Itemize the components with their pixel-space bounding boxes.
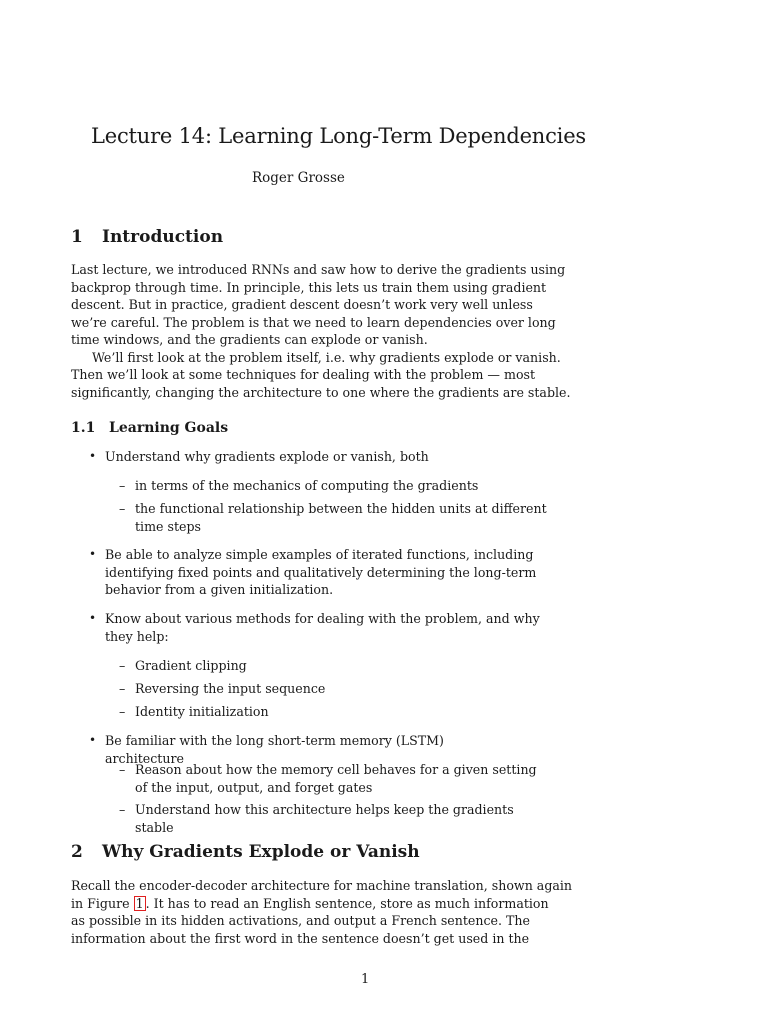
bullet-text: Understand why gradients explode or vanish, both [105, 449, 429, 464]
subbullet-text: Identity initialization [135, 704, 269, 719]
text-line [71, 895, 549, 913]
dash-icon: – [119, 681, 126, 696]
text-line: information about the first word in the sentence doesn’t get used in the [71, 930, 530, 946]
subsection-number: 1.1 [71, 420, 96, 436]
text-line: we’re careful. The problem is that we need to learn dependencies over long [71, 314, 556, 330]
subsection-heading-learning-goals [71, 420, 228, 436]
subbullet-text: of the input, output, and forget gates [135, 779, 373, 795]
goal-subbullet [119, 477, 520, 495]
section-title: Introduction [102, 227, 224, 247]
subbullet-text: in terms of the mechanics of computing the gradients [135, 478, 479, 493]
dash-icon: – [119, 762, 126, 777]
section-number: 2 [71, 842, 83, 862]
subbullet-text: Reason about how the memory cell behaves for a given setting [135, 762, 537, 777]
subbullet-text: Gradient clipping [135, 658, 247, 673]
goal-bullet [89, 546, 537, 599]
subbullet-text: the functional relationship between the hidden units at different [135, 501, 547, 516]
text-fragment: in Figure [71, 895, 130, 911]
text-line: descent. But in practice, gradient descent doesn’t work very well unless [71, 297, 533, 312]
text-line: as possible in its hidden activations, and output a French sentence. The [71, 913, 530, 928]
goal-subbullet [119, 761, 537, 796]
document-author: Roger Grosse [252, 170, 345, 186]
subbullet-text: Reversing the input sequence [135, 681, 326, 696]
text-line: backprop through time. In principle, this lets us train them using gradient [71, 279, 547, 295]
why-paragraph-1 [71, 877, 573, 947]
bullet-text: Know about various methods for dealing with the problem, and why [105, 611, 540, 626]
section-heading-why-gradients [71, 842, 420, 862]
goal-subbullet [119, 500, 547, 535]
section-title: Why Gradients Explode or Vanish [102, 842, 420, 862]
bullet-text: behavior from a given initialization. [105, 582, 334, 597]
goal-subbullet [119, 680, 520, 698]
bullet-icon: • [89, 547, 97, 561]
goal-bullet [89, 448, 520, 466]
bullet-icon: • [89, 733, 97, 747]
text-line: Recall the encoder-decoder architecture for machine translation, shown again [71, 878, 573, 893]
section-heading-introduction [71, 227, 223, 247]
figure-reference-link[interactable]: 1 [135, 895, 144, 911]
text-line: We’ll first look at the problem itself, i.e. why gradients explode or vanish. [92, 349, 561, 365]
text-line: significantly, changing the architecture to one where the gradients are stable. [71, 384, 571, 400]
subsection-title: Learning Goals [109, 420, 229, 436]
text-line: Last lecture, we introduced RNNs and saw how to derive the gradients using [71, 262, 566, 277]
bullet-icon: • [89, 449, 97, 463]
text-line: Then we’ll look at some techniques for dealing with the problem — most [71, 367, 536, 382]
intro-paragraph-1 [71, 261, 571, 401]
page-number: 1 [361, 972, 370, 987]
subbullet-text: time steps [135, 518, 201, 534]
bullet-icon: • [89, 611, 97, 625]
bullet-text: identifying fixed points and qualitatively determining the long-term [105, 564, 537, 580]
goal-bullet [89, 610, 540, 645]
dash-icon: – [119, 802, 126, 817]
document-title: Lecture 14: Learning Long-Term Dependencies [91, 124, 587, 148]
bullet-text: they help: [105, 628, 169, 644]
goal-subbullet [119, 801, 520, 836]
dash-icon: – [119, 478, 126, 493]
subbullet-text: Understand how this architecture helps keep the gradients stable [135, 802, 514, 835]
dash-icon: – [119, 501, 126, 516]
bullet-text: Be able to analyze simple examples of iterated functions, including [105, 547, 534, 562]
goal-subbullet [119, 657, 520, 675]
dash-icon: – [119, 704, 126, 719]
section-number: 1 [71, 227, 83, 247]
text-line: time windows, and the gradients can explode or vanish. [71, 332, 428, 347]
goal-subbullet [119, 703, 520, 721]
dash-icon: – [119, 658, 126, 673]
text-fragment: . It has to read an English sentence, store as much information [145, 895, 549, 911]
bullet-text: Be familiar with the long short-term memory (LSTM) architecture [105, 733, 444, 766]
